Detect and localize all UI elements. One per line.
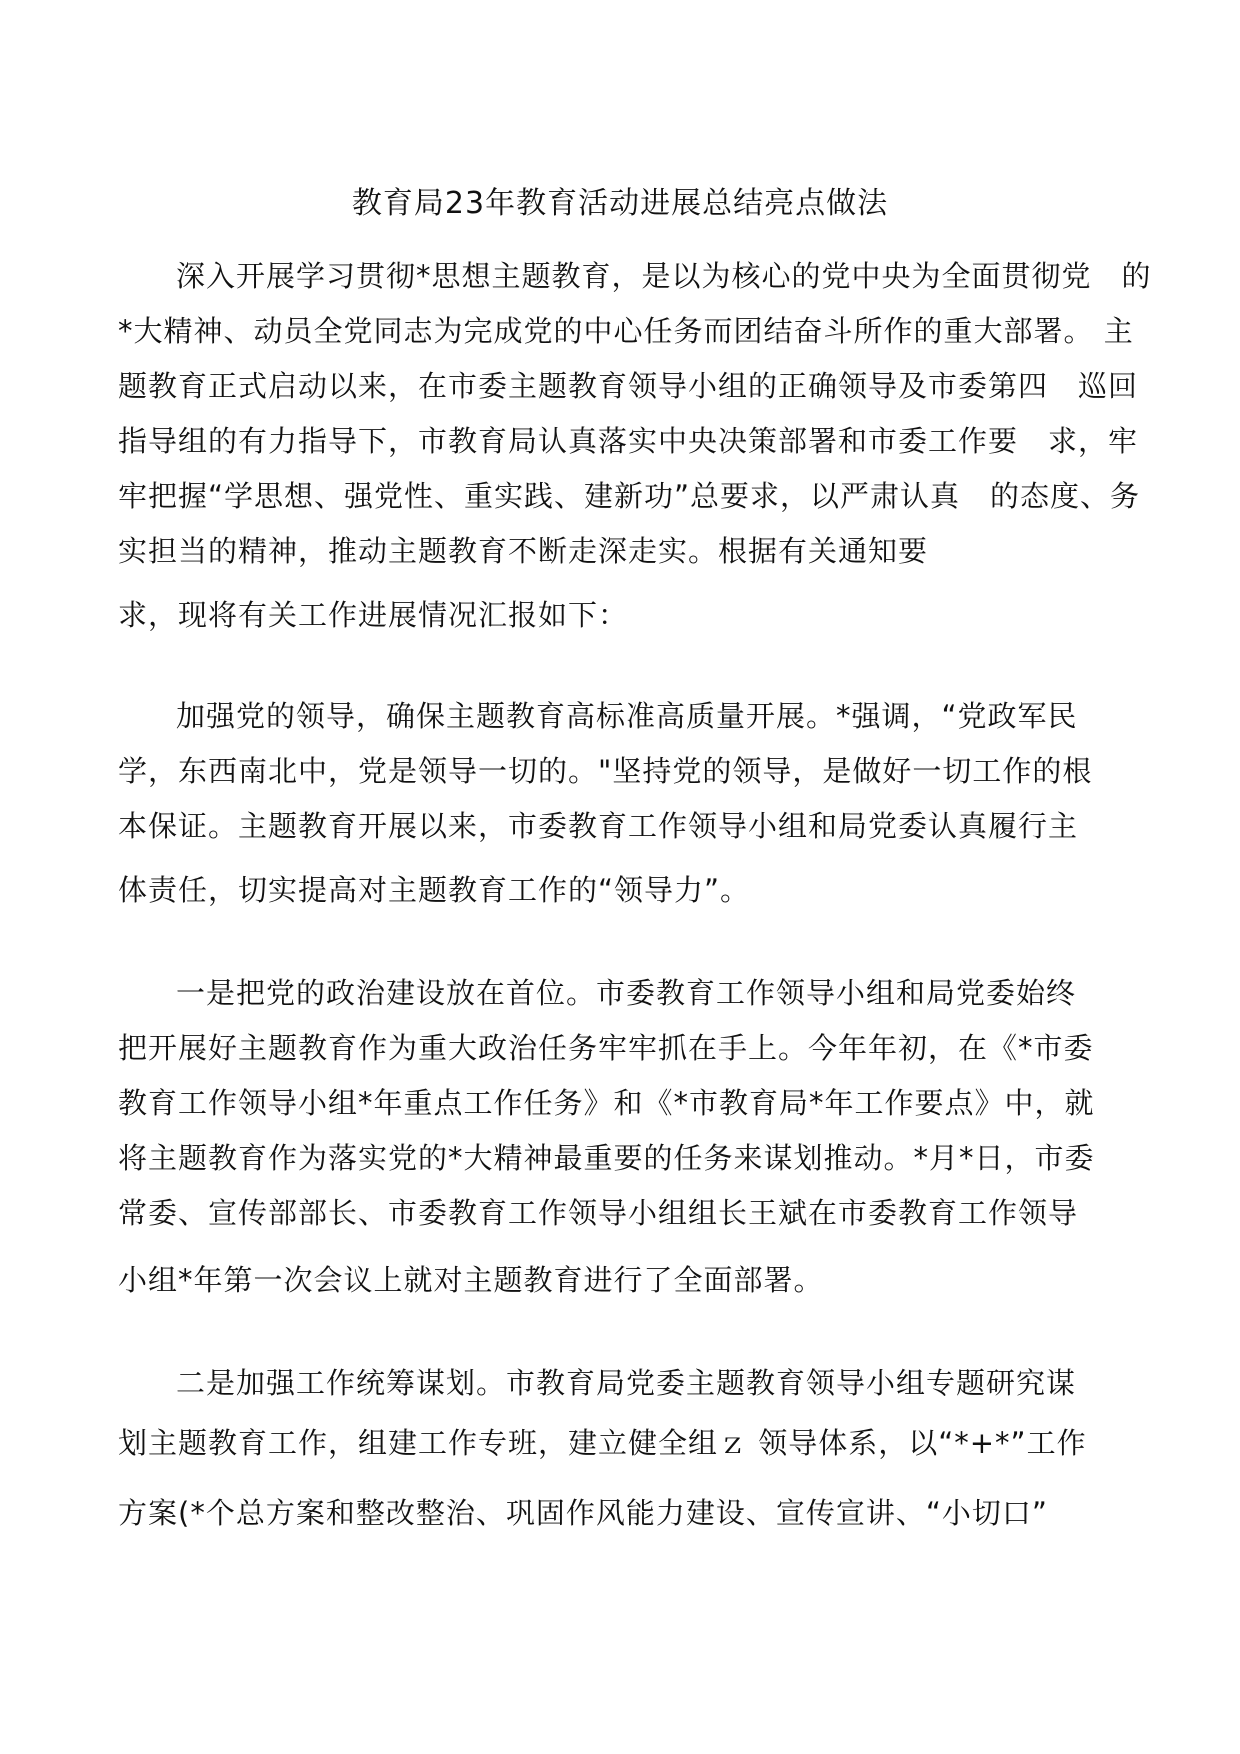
paragraph-4-line-1: 二是加强工作统筹谋划。市教育局党委主题教育领导小组专题研究谋 bbox=[176, 1366, 1077, 1400]
paragraph-1-line-1: 深入开展学习贯彻*思想主题教育，是以为核心的党中央为全面贯彻党 的 bbox=[176, 259, 1152, 293]
paragraph-2-line-1: 加强党的领导，确保主题教育高标准高质量开展。*强调，“党政军民 bbox=[176, 699, 1078, 733]
document-title: 教育局23年教育活动进展总结亮点做法 bbox=[351, 186, 889, 221]
paragraph-4-line-3: 方案(*个总方案和整改整治、巩固作风能力建设、宣传宣讲、“小切口” bbox=[118, 1496, 1048, 1530]
paragraph-1-line-5: 牢把握“学思想、强党性、重实践、建新功”总要求，以严肃认真 的态度、务 bbox=[118, 479, 1141, 513]
paragraph-3-line-5: 常委、宣传部部长、市委教育工作领导小组组长王斌在市委教育工作领导 bbox=[118, 1196, 1079, 1230]
paragraph-2-line-4: 体责任，切实提高对主题教育工作的“领导力”。 bbox=[118, 873, 751, 907]
paragraph-1-line-6: 实担当的精神，推动主题教育不断走深走实。根据有关通知要 bbox=[118, 534, 929, 568]
paragraph-2-line-3: 本保证。主题教育开展以来，市委教育工作领导小组和局党委认真履行主 bbox=[118, 809, 1079, 843]
paragraph-3-line-1: 一是把党的政治建设放在首位。市委教育工作领导小组和局党委始终 bbox=[176, 976, 1077, 1010]
paragraph-3-line-3: 教育工作领导小组*年重点工作任务》和《*市教育局*年工作要点》中，就 bbox=[118, 1086, 1095, 1120]
paragraph-3-line-6: 小组*年第一次会议上就对主题教育进行了全面部署。 bbox=[118, 1263, 824, 1297]
paragraph-2-line-2: 学，东西南北中，党是领导一切的。"坚持党的领导，是做好一切工作的根 bbox=[118, 754, 1093, 788]
paragraph-3-line-2: 把开展好主题教育作为重大政治任务牢牢抓在手上。今年年初，在《*市委 bbox=[118, 1031, 1094, 1065]
paragraph-4-line-2: 划主题教育工作，组建工作专班，建立健全组ｚ 领导体系，以“*+*”工作 bbox=[118, 1426, 1087, 1460]
paragraph-1-line-4: 指导组的有力指导下，市教育局认真落实中央决策部署和市委工作要 求，牢 bbox=[118, 424, 1139, 458]
paragraph-3-line-4: 将主题教育作为落实党的*大精神最重要的任务来谋划推动。*月*日，市委 bbox=[118, 1141, 1095, 1175]
paragraph-1-line-3: 题教育正式启动以来，在市委主题教育领导小组的正确领导及市委第四 巡回 bbox=[118, 369, 1139, 403]
paragraph-1-line-7: 求，现将有关工作进展情况汇报如下： bbox=[118, 598, 629, 632]
paragraph-1-line-2: *大精神、动员全党同志为完成党的中心任务而团结奋斗所作的重大部署。 主 bbox=[118, 314, 1134, 348]
